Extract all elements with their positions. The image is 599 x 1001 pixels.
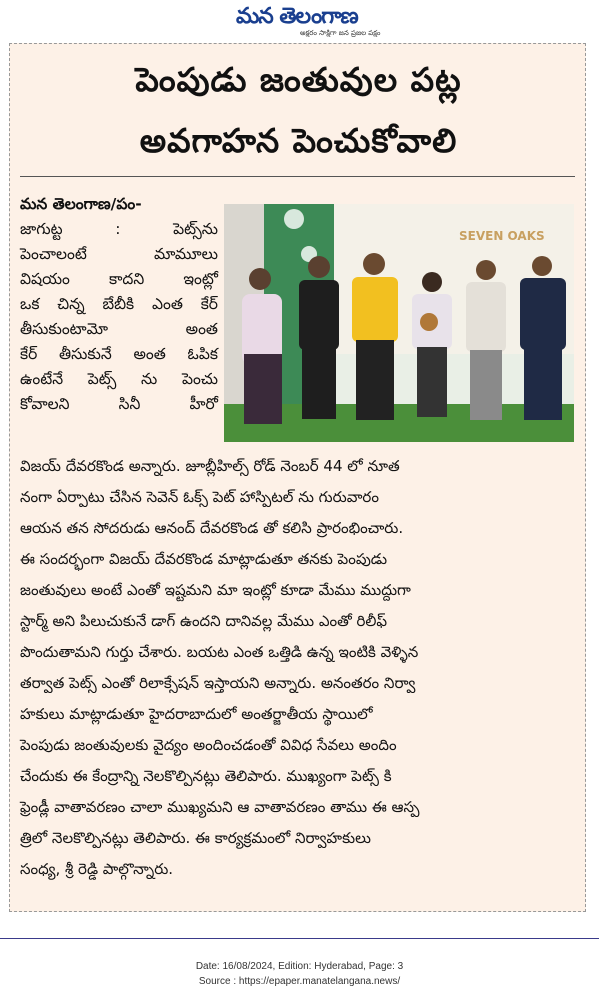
article-text-line: పొందుతామని గుర్తు చేశారు. బయట ఎంత ఒత్తిడి ఉన్న ఇంటికి వెళ్ళిన [20, 643, 419, 661]
newspaper-tagline: అక్షరం సాక్షిగా జన ప్రజల పక్షం [300, 29, 381, 37]
headline-divider [20, 176, 575, 177]
article-text-line: పెంచాలంటే మామూలు [20, 245, 218, 263]
article-text-line: హకులు మాట్లాడుతూ హైదరాబాదులో అంతర్జాతీయ స్థాయిలో [20, 705, 373, 723]
article-text-line: చేందుకు ఈ కేంద్రాన్ని నెలకొల్పినట్లు తెలిపారు. ముఖ్యంగా పెట్స్ కి [20, 767, 392, 785]
article-text-line: సంధ్య, శ్రీ రెడ్డి పాల్గొన్నారు. [20, 860, 174, 878]
article-text-line: త్రిలో నెలకొల్పినట్లు తెలిపారు. ఈ కార్యక్రమంలో నిర్వాహకులు [20, 829, 371, 847]
footer-date-line: Date: 16/08/2024, Edition: Hyderabad, Page: 3 [195, 961, 404, 972]
article-text-line: కేర్ తీసుకునే అంత ఓపిక [20, 345, 218, 363]
article-text-line: ఈ సందర్భంగా విజయ్ దేవరకొండ మాట్లాడుతూ తనకు పెంపుడు [20, 550, 388, 568]
photo-banner-text: SEVEN OAKS [459, 229, 545, 243]
article-clipping [9, 43, 586, 912]
headline-line-1: పెంపుడు జంతువుల పట్ల [135, 60, 462, 99]
article-text-line: జాగుట్ట : పెట్స్‌ను [20, 220, 218, 238]
article-text-line: ఉంటేనే పెట్స్ ను పెంచు [20, 370, 218, 388]
footer-divider [0, 938, 599, 939]
article-text-line: తీసుకుంటామో అంత [20, 320, 218, 338]
article-text-line: స్టార్మ్ అని పిలుచుకునే డాగ్ ఉందని దానివల్ల మేము ఎంతో రిలీఫ్ [20, 612, 388, 630]
article-text-line: కోవాలని సినీ హీరో [20, 395, 218, 413]
masthead [0, 0, 599, 40]
footer-source-line: Source : https://epaper.manatelangana.news/ [198, 976, 401, 987]
article-text-line: పెంపుడు జంతువులకు వైద్యం అందించడంతో వివిధ సేవలు అందిం [20, 736, 397, 754]
article-dateline: మన తెలంగాణ/పం- [20, 195, 142, 213]
newspaper-logo: మన తెలంగాణ [236, 4, 358, 29]
event-photo [224, 204, 574, 442]
article-text-line: ఒక చిన్న బేబీకి ఎంత కేర్ [20, 295, 218, 313]
article-text-line: ఫ్రెండ్లీ వాతావరణం చాలా ముఖ్యమని ఆ వాతావరణం తాము ఈ ఆస్ప [20, 798, 420, 816]
article-text-line: విషయం కాదని ఇంట్లో [20, 270, 218, 288]
article-text-line: విజయ్ దేవరకొండ అన్నారు. జూబ్లీహిల్స్ రోడ్ నెంబర్ 44 లో నూత [20, 457, 400, 475]
headline-line-2: అవగాహన పెంచుకోవాలి [139, 121, 458, 160]
article-text-line: ఆయన తన సోదరుడు ఆనంద్ దేవరకొండ తో కలిసి ప్రారంభించారు. [20, 519, 404, 537]
article-text-line: తర్వాత పెట్స్ ఎంతో రిలాక్సేషన్ ఇస్తాయని అన్నారు. అనంతరం నిర్వా [20, 674, 416, 692]
article-text-line: జంతువులు అంటే ఎంతో ఇష్టమని మా ఇంట్లో కూడా మేము ముద్దుగా [20, 581, 411, 599]
event-photo-illustration [224, 204, 574, 442]
article-text-line: నంగా ఏర్పాటు చేసిన సెవెన్ ఓక్స్ పెట్ హాస్పిటల్ ను గురువారం [20, 488, 379, 506]
